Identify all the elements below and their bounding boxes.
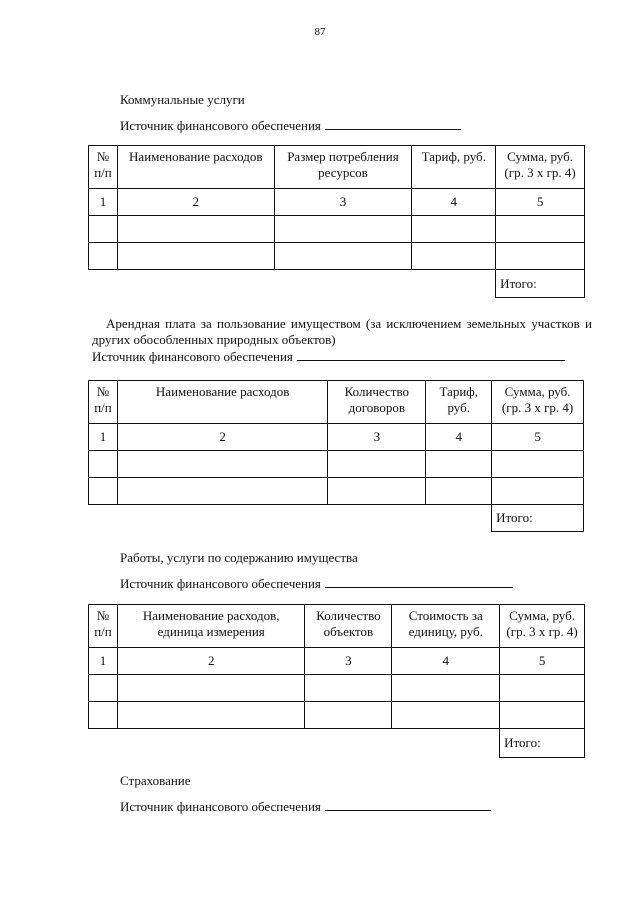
total-row [89,505,584,532]
column-number: 1 [89,189,118,216]
column-number: 5 [500,648,585,675]
section4-source [120,798,491,815]
column-number: 3 [274,189,412,216]
header-cell: Размер потребления ресурсов [274,146,412,189]
table-cell[interactable] [117,478,327,505]
total-cell[interactable]: Итого: [500,729,585,758]
table-header-row [89,146,585,189]
table-cell[interactable] [426,451,492,478]
header-cell: Наименование расходов [117,146,274,189]
total-cell[interactable]: Итого: [492,505,584,532]
table-cell[interactable] [89,451,118,478]
header-cell: Тариф, руб. [412,146,496,189]
section3-source-blank[interactable] [325,575,513,588]
table-cell[interactable] [392,702,500,729]
section3-table [88,604,585,758]
table-row [89,702,585,729]
table-cell[interactable] [500,675,585,702]
section1-title: Коммунальные услуги [120,92,245,107]
table-cell[interactable] [89,675,118,702]
total-row [89,270,585,298]
header-cell: № п/п [89,381,118,424]
column-number: 4 [412,189,496,216]
table-cell[interactable] [492,451,584,478]
header-cell: Сумма, руб. (гр. 3 х гр. 4) [500,605,585,648]
column-number: 3 [305,648,392,675]
table-cell[interactable] [426,478,492,505]
table-cell[interactable] [305,675,392,702]
table-row [89,243,585,270]
total-row [89,729,585,758]
table-cell[interactable] [500,702,585,729]
section1-source-blank[interactable] [325,117,461,130]
page-number: 87 [314,26,326,38]
column-number: 2 [117,424,327,451]
header-cell: Сумма, руб. (гр. 3 х гр. 4) [492,381,584,424]
table-cell[interactable] [328,478,426,505]
table-row [89,478,584,505]
table-cell[interactable] [328,451,426,478]
header-cell: Количество договоров [328,381,426,424]
header-cell: № п/п [89,605,118,648]
section2-source-label: Источник финансового обеспечения [92,349,293,364]
table-cell[interactable] [89,216,118,243]
section1-source [120,117,461,134]
section2-table [88,380,584,532]
table-cell[interactable] [274,243,412,270]
header-cell: Тариф, руб. [426,381,492,424]
section1-table [88,145,585,298]
section3-source [120,575,513,592]
table-cell[interactable] [117,216,274,243]
section2-heading [92,316,592,365]
column-number-row [89,648,585,675]
column-number: 1 [89,648,118,675]
section1-source-label: Источник финансового обеспечения [120,118,321,133]
column-number: 3 [328,424,426,451]
table-header-row [89,381,584,424]
column-number-row [89,189,585,216]
table-row [89,451,584,478]
column-number-row [89,424,584,451]
table-row [89,675,585,702]
column-number: 4 [392,648,500,675]
table-cell[interactable] [117,451,327,478]
total-spacer [89,270,496,298]
section4-source-label: Источник финансового обеспечения [120,799,321,814]
table-cell[interactable] [492,478,584,505]
table-cell[interactable] [117,675,305,702]
section2-title: Арендная плата за пользование имуществом (за исключением земельных участков и других обособленных природных объектов) [92,316,592,347]
column-number: 2 [117,648,305,675]
table-header-row [89,605,585,648]
table-cell[interactable] [305,702,392,729]
section4-source-blank[interactable] [325,798,491,811]
column-number: 1 [89,424,118,451]
section4-title: Страхование [120,773,191,788]
table-cell[interactable] [117,243,274,270]
table-cell[interactable] [496,216,585,243]
section2-source-blank[interactable] [297,348,565,361]
header-cell: № п/п [89,146,118,189]
table-cell[interactable] [274,216,412,243]
table-cell[interactable] [89,243,118,270]
table-cell[interactable] [496,243,585,270]
section3-title: Работы, услуги по содержанию имущества [120,550,358,565]
table-cell[interactable] [412,216,496,243]
header-cell: Наименование расходов [117,381,327,424]
table-row [89,216,585,243]
table-cell[interactable] [392,675,500,702]
total-spacer [89,729,500,758]
column-number: 2 [117,189,274,216]
table-cell[interactable] [412,243,496,270]
section3-source-label: Источник финансового обеспечения [120,576,321,591]
total-cell[interactable]: Итого: [496,270,585,298]
table-cell[interactable] [89,478,118,505]
column-number: 5 [496,189,585,216]
header-cell: Сумма, руб. (гр. 3 х гр. 4) [496,146,585,189]
header-cell: Наименование расходов, единица измерения [117,605,305,648]
table-cell[interactable] [89,702,118,729]
column-number: 5 [492,424,584,451]
table-cell[interactable] [117,702,305,729]
header-cell: Количество объектов [305,605,392,648]
section2-source [92,348,592,365]
header-cell: Стоимость за единицу, руб. [392,605,500,648]
column-number: 4 [426,424,492,451]
total-spacer [89,505,492,532]
